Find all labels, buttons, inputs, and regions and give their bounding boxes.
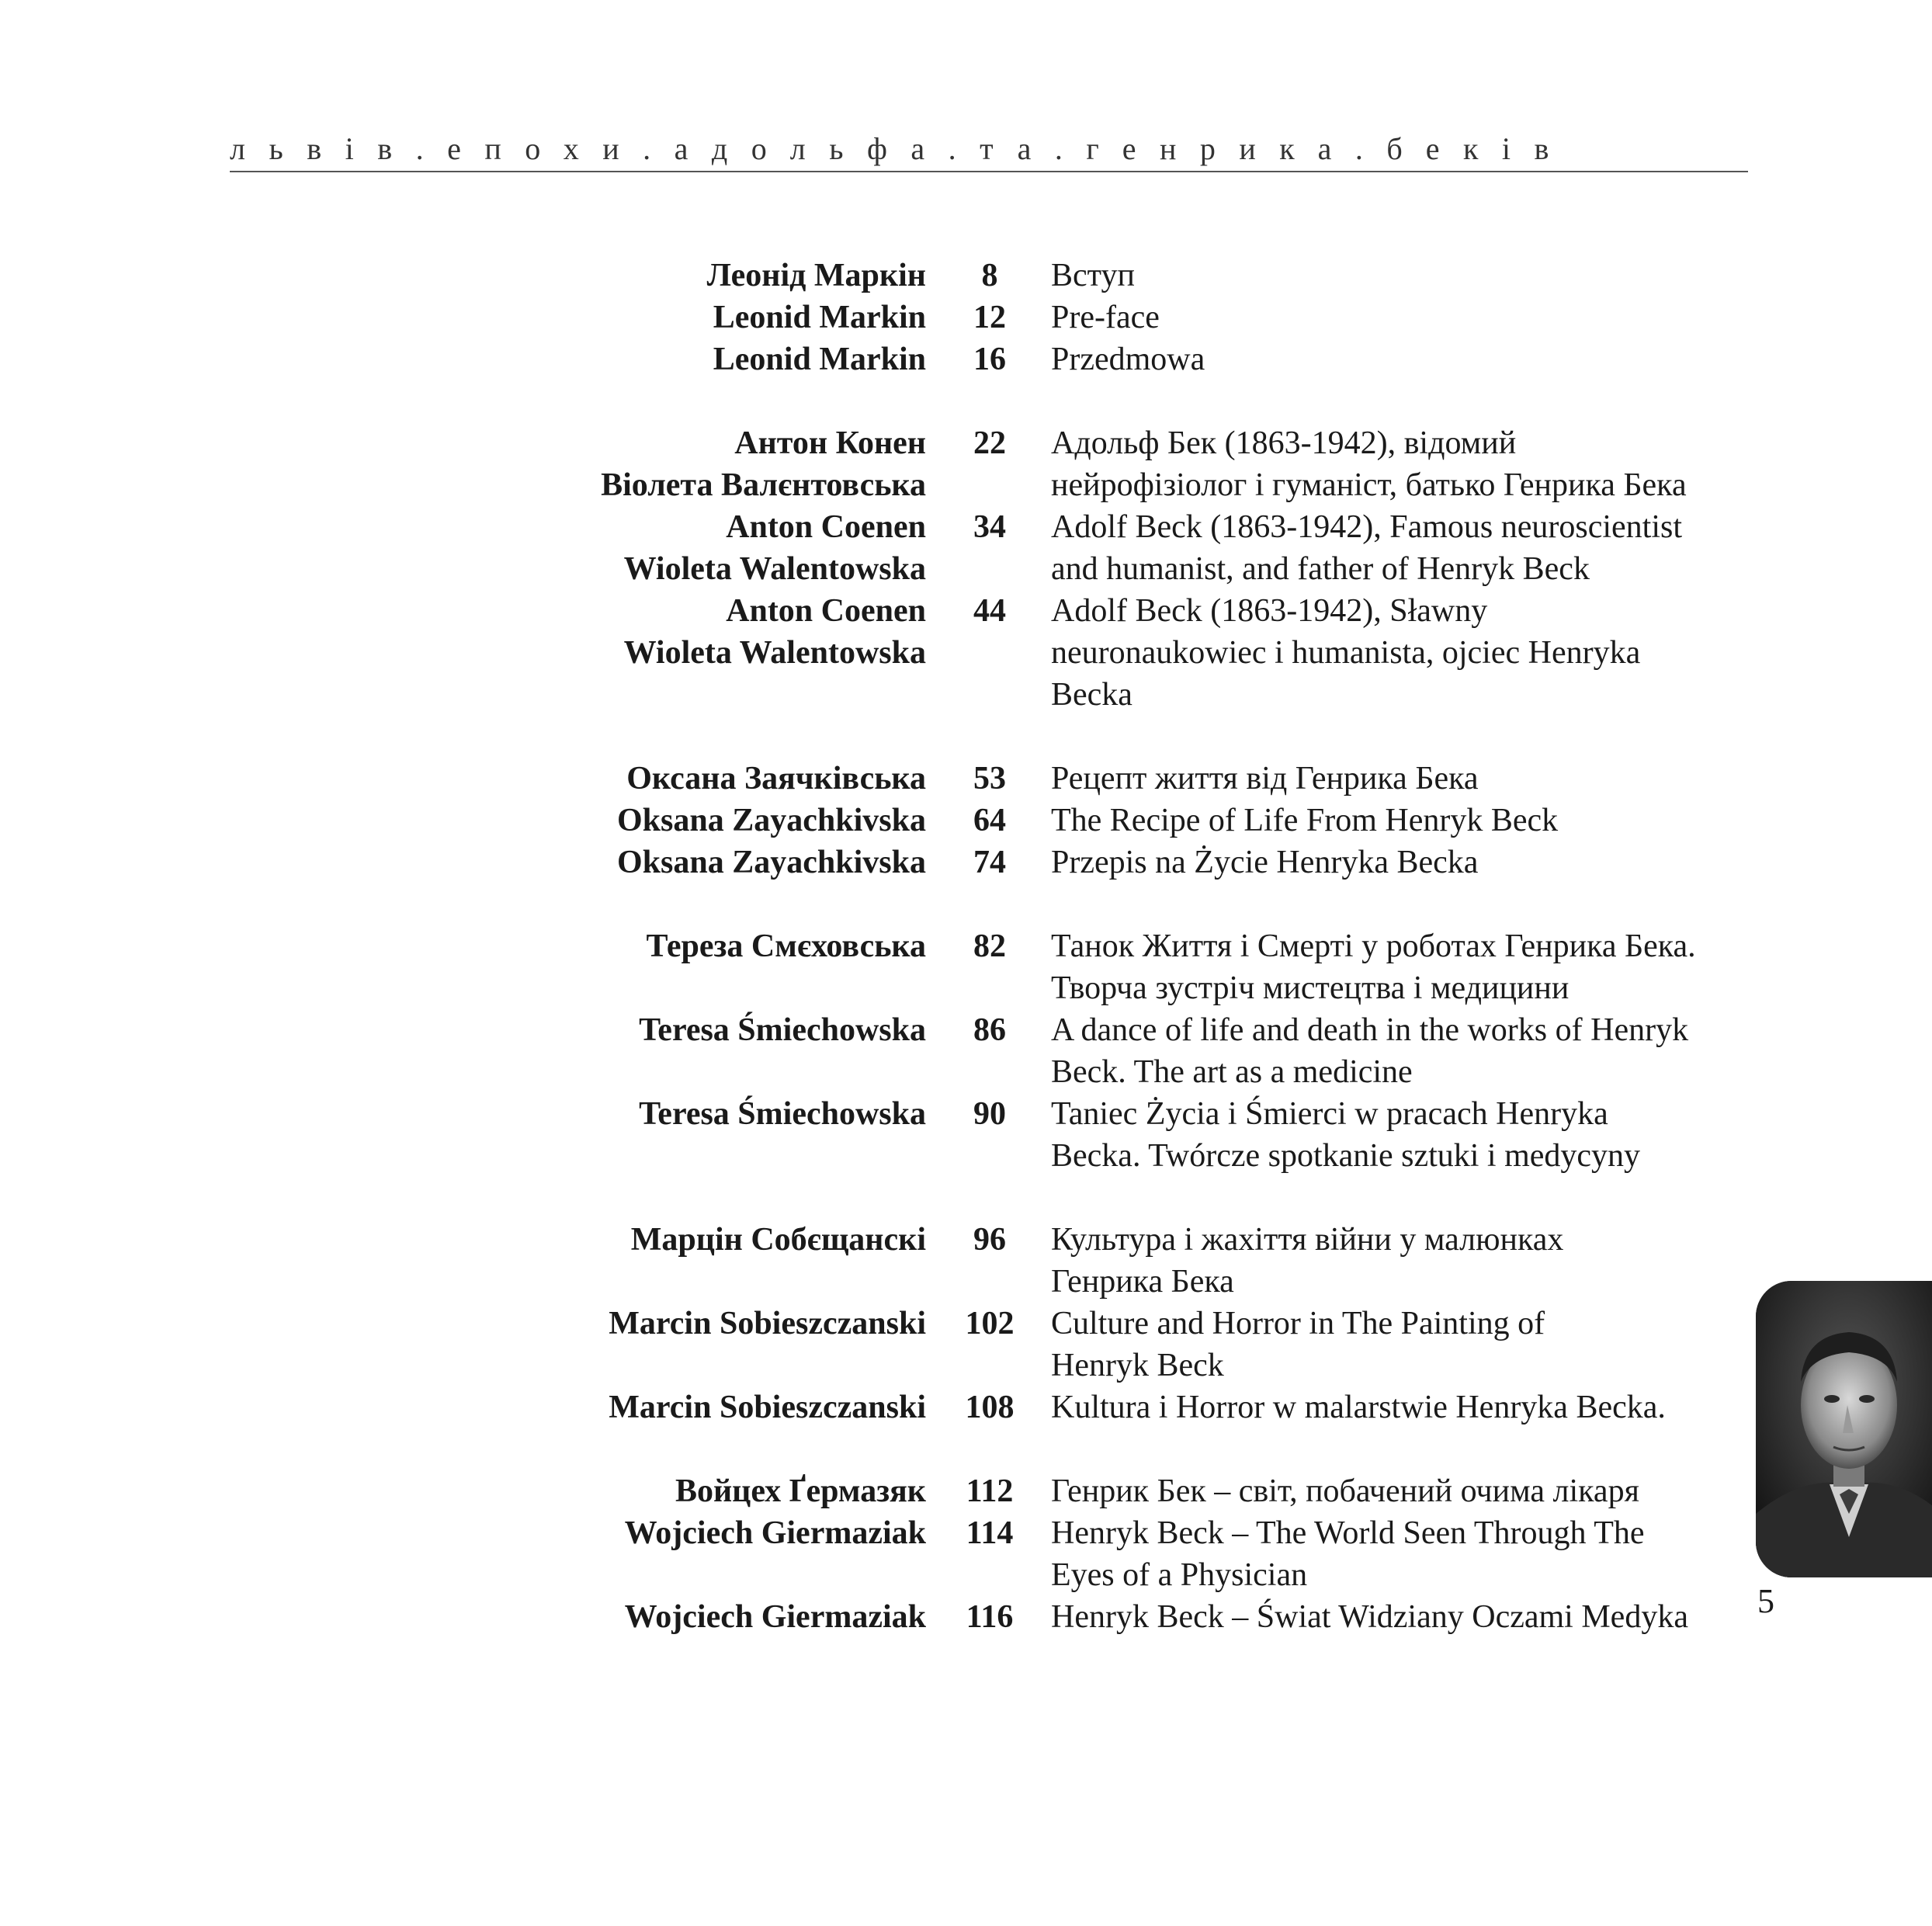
toc-title: A dance of life and death in the works of Henryk [1051, 1012, 1689, 1048]
toc-title: Рецепт життя від Генрика Бека [1051, 761, 1479, 796]
toc-author: Anton Coenen [726, 509, 926, 545]
toc-title: Adolf Beck (1863-1942), Famous neuroscientist [1051, 509, 1683, 545]
toc-author: Oksana Zayachkivska [617, 803, 926, 838]
toc-title: нейрофізіолог і гуманіст, батько Генрика Бека [1051, 467, 1687, 503]
toc-page-number: 108 [965, 1390, 1015, 1425]
toc-title: Becka [1051, 677, 1132, 713]
toc-group [0, 255, 1932, 380]
toc-entry [0, 842, 1932, 883]
toc-page-number: 112 [966, 1473, 1014, 1509]
toc-author: Тереза Смєховська [646, 928, 926, 964]
toc-entry [0, 1512, 1932, 1554]
toc-entry [0, 632, 1932, 674]
toc-entry [0, 800, 1932, 842]
toc-author: Anton Coenen [726, 593, 926, 629]
toc-page-number: 44 [973, 593, 1006, 629]
toc-entry [0, 1051, 1932, 1093]
toc-title: Henryk Beck – Świat Widziany Oczami Medyka [1051, 1599, 1688, 1635]
toc-title: Генрика Бека [1051, 1264, 1234, 1300]
toc-author: Teresa Śmiechowska [639, 1096, 926, 1132]
toc-page-number: 86 [973, 1012, 1006, 1048]
toc-page-number: 64 [973, 803, 1006, 838]
toc-entry [0, 506, 1932, 548]
toc-page-number: 82 [973, 928, 1006, 964]
toc-entry [0, 1009, 1932, 1051]
toc-entry [0, 338, 1932, 380]
toc-title: Pre-face [1051, 300, 1160, 335]
toc-entry [0, 1303, 1932, 1345]
toc-entry [0, 1596, 1932, 1638]
toc-entry [0, 297, 1932, 338]
toc-entry [0, 464, 1932, 506]
toc-entry [0, 1219, 1932, 1261]
toc-page-number: 12 [973, 300, 1006, 335]
toc-author: Оксана Заячківська [626, 761, 926, 796]
toc-page-number: 22 [973, 425, 1006, 461]
toc-entry [0, 548, 1932, 590]
toc-author: Wojciech Giermaziak [624, 1515, 926, 1551]
toc-title: and humanist, and father of Henryk Beck [1051, 551, 1590, 587]
toc-author: Marcin Sobieszczanski [609, 1390, 926, 1425]
toc-title: Becka. Twórcze spotkanie sztuki i medycyny [1051, 1138, 1641, 1174]
toc-page-number: 102 [965, 1306, 1015, 1341]
toc-entry [0, 1470, 1932, 1512]
toc-author: Wioleta Walentowska [623, 635, 926, 671]
toc-author: Marcin Sobieszczanski [609, 1306, 926, 1341]
toc-author: Антон Конен [734, 425, 926, 461]
toc-title: Beck. The art as a medicine [1051, 1054, 1413, 1090]
toc-author: Leonid Markin [713, 342, 926, 377]
toc-author: Wioleta Walentowska [623, 551, 926, 587]
toc-entry [0, 422, 1932, 464]
toc-title: Taniec Życia i Śmierci w pracach Henryka [1051, 1096, 1608, 1132]
toc-author: Leonid Markin [713, 300, 926, 335]
toc-author: Войцех Ґермазяк [675, 1473, 926, 1509]
toc-group [0, 1470, 1932, 1638]
toc-title: Eyes of a Physician [1051, 1557, 1308, 1593]
toc-author: Віолета Валєнтовська [601, 467, 926, 503]
toc-title: Генрик Бек – світ, побачений очима лікаря [1051, 1473, 1639, 1509]
toc-page-number: 74 [973, 845, 1006, 880]
toc-entry [0, 590, 1932, 632]
toc-author: Марцін Собєщанскі [630, 1222, 926, 1258]
header-rule [230, 171, 1748, 172]
toc-title: Вступ [1051, 258, 1135, 293]
toc-title: Танок Життя і Смерті у роботах Генрика Бека. [1051, 928, 1696, 964]
toc-entry [0, 1554, 1932, 1596]
toc-title: Адольф Бек (1863-1942), відомий [1051, 425, 1517, 461]
toc-page-number: 53 [973, 761, 1006, 796]
toc-author: Teresa Śmiechowska [639, 1012, 926, 1048]
toc-title: Henryk Beck [1051, 1348, 1224, 1383]
toc-title: Henryk Beck – The World Seen Through The [1051, 1515, 1645, 1551]
toc-page-number: 90 [973, 1096, 1006, 1132]
toc-title: Przepis na Życie Henryka Becka [1051, 845, 1479, 880]
toc-title: Culture and Horror in The Painting of [1051, 1306, 1545, 1341]
toc-entry [0, 255, 1932, 297]
toc-title: The Recipe of Life From Henryk Beck [1051, 803, 1559, 838]
toc-group [0, 1219, 1932, 1428]
toc-group [0, 422, 1932, 716]
toc-entry [0, 1386, 1932, 1428]
toc-author: Oksana Zayachkivska [617, 845, 926, 880]
toc-title: Культура і жахіття війни у малюнках [1051, 1222, 1564, 1258]
toc-entry [0, 758, 1932, 800]
toc-author: Леонід Маркін [706, 258, 926, 293]
toc-author: Wojciech Giermaziak [624, 1599, 926, 1635]
toc-page-number: 34 [973, 509, 1006, 545]
toc-group [0, 925, 1932, 1177]
toc-title: Kultura i Horror w malarstwie Henryka Becka. [1051, 1390, 1666, 1425]
toc-title: neuronaukowiec i humanista, ojciec Henryka [1051, 635, 1641, 671]
toc-entry [0, 967, 1932, 1009]
toc-entry [0, 925, 1932, 967]
toc-entry [0, 1135, 1932, 1177]
author-portrait-photo [1756, 1281, 1932, 1577]
toc-page-number: 96 [973, 1222, 1006, 1258]
page-number: 5 [1757, 1582, 1774, 1620]
toc-page-number: 8 [981, 258, 998, 293]
toc-title: Творча зустріч мистецтва і медицини [1051, 970, 1570, 1006]
toc-page-number: 16 [973, 342, 1006, 377]
table-of-contents [0, 255, 1932, 1680]
toc-group [0, 758, 1932, 883]
portrait-image [1756, 1281, 1932, 1577]
running-head: львів.епохи.адольфа.та.генрика.беків [230, 131, 1573, 166]
toc-entry [0, 1261, 1932, 1303]
toc-entry [0, 674, 1932, 716]
toc-page-number: 116 [966, 1599, 1014, 1635]
toc-page-number: 114 [966, 1515, 1014, 1551]
toc-entry [0, 1345, 1932, 1386]
toc-entry [0, 1093, 1932, 1135]
toc-title: Adolf Beck (1863-1942), Sławny [1051, 593, 1488, 629]
toc-title: Przedmowa [1051, 342, 1205, 377]
